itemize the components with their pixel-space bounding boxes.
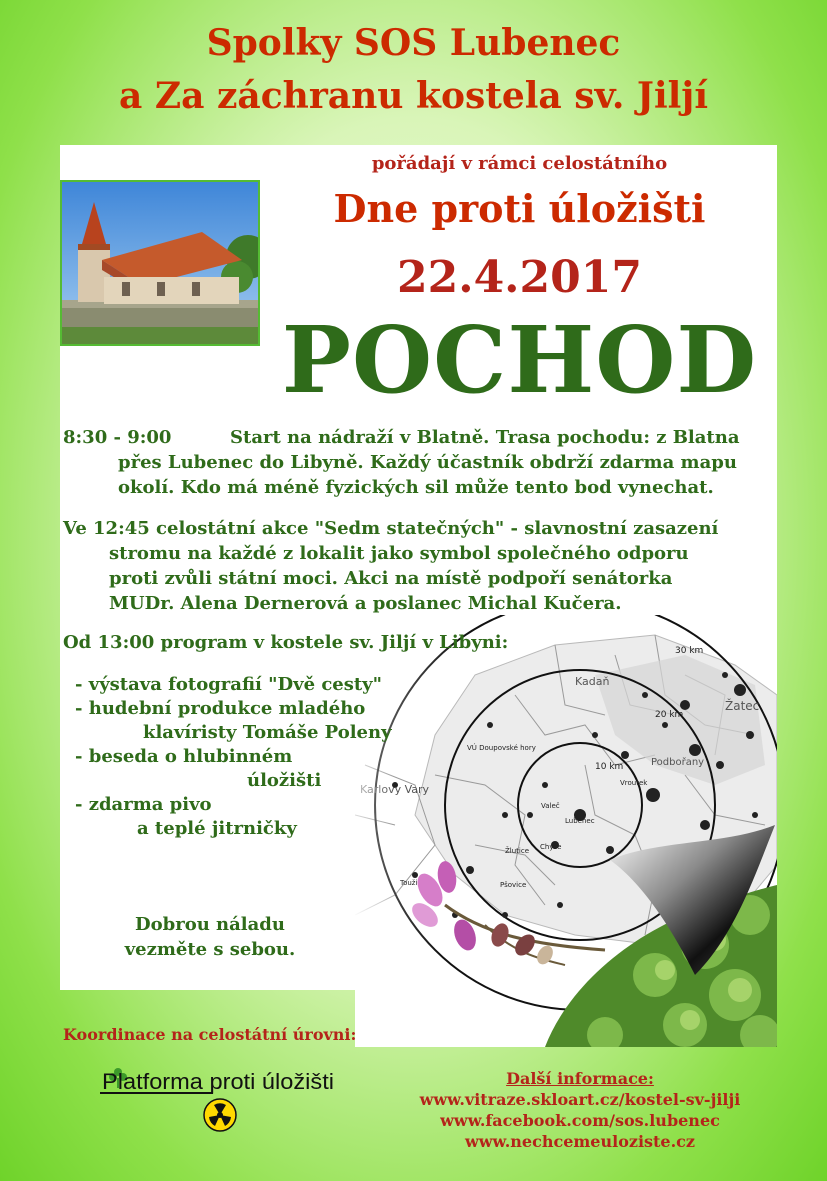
link-vitraze[interactable]: www.vitraze.skloart.cz/kostel-sv-jilji — [419, 1090, 741, 1109]
program-item-2b: klavíristy Tomáše Poleny — [143, 722, 392, 743]
start-line-1: Start na nádraží v Blatně. Trasa pochodu: z Blatna — [230, 427, 740, 448]
platforma-logo — [100, 1068, 360, 1138]
closing-line-1: Dobrou náladu — [135, 914, 285, 935]
event-date: 22.4.2017 — [397, 252, 642, 303]
start-time: 8:30 - 9:00 — [63, 427, 172, 448]
info-links — [380, 1068, 780, 1152]
closing-line-2: vezměte s sebou. — [124, 939, 296, 960]
header-line-2: a Za záchranu kostela sv. Jiljí — [118, 75, 709, 117]
closing-note — [100, 912, 320, 962]
ceremony-line-2: stromu na každé z lokalit jako symbol společného odporu — [109, 543, 689, 564]
church-photo — [60, 180, 260, 346]
program-heading: Od 13:00 program v kostele sv. Jiljí v Libyni: — [63, 632, 509, 653]
link-facebook[interactable]: www.facebook.com/sos.lubenec — [440, 1111, 720, 1130]
event-name: Dne proti úložišti — [333, 186, 706, 231]
program-list — [75, 673, 435, 841]
ceremony-line-3: proti zvůli státní moci. Akci na místě podpoří senátorka — [109, 568, 673, 589]
header-line-1: Spolky SOS Lubenec — [206, 22, 621, 64]
schedule-block-1 — [63, 425, 783, 500]
program-item-4: - zdarma pivo — [75, 794, 212, 815]
program-item-4b: a teplé jitrničky — [137, 818, 297, 839]
program-item-3b: úložišti — [247, 770, 322, 791]
coordination-label: Koordinace na celostátní úrovni: — [63, 1025, 357, 1044]
start-line-3: okolí. Kdo má méně fyzických sil může tento bod vynechat. — [118, 477, 714, 498]
program-item-2: - hudební produkce mladého — [75, 698, 366, 719]
ceremony-line-1: Ve 12:45 celostátní akce "Sedm statečných" - slavnostní zasazení — [63, 518, 719, 539]
organize-line: pořádají v rámci celostátního — [371, 153, 668, 174]
logo-text: Platforma proti úložišti — [102, 1069, 334, 1094]
program-item-1: - výstava fotografií "Dvě cesty" — [75, 674, 383, 695]
start-line-2: přes Lubenec do Libyně. Každý účastník obdrží zdarma mapu — [118, 452, 737, 473]
program-item-3: - beseda o hlubinném — [75, 746, 293, 767]
main-title: POCHOD — [281, 306, 758, 414]
more-info-heading: Další informace: — [506, 1069, 654, 1088]
link-nechceme[interactable]: www.nechcemeuloziste.cz — [464, 1132, 696, 1151]
schedule-block-2 — [63, 516, 783, 616]
ceremony-line-4: MUDr. Alena Dernerová a poslanec Michal Kučera. — [109, 593, 622, 614]
